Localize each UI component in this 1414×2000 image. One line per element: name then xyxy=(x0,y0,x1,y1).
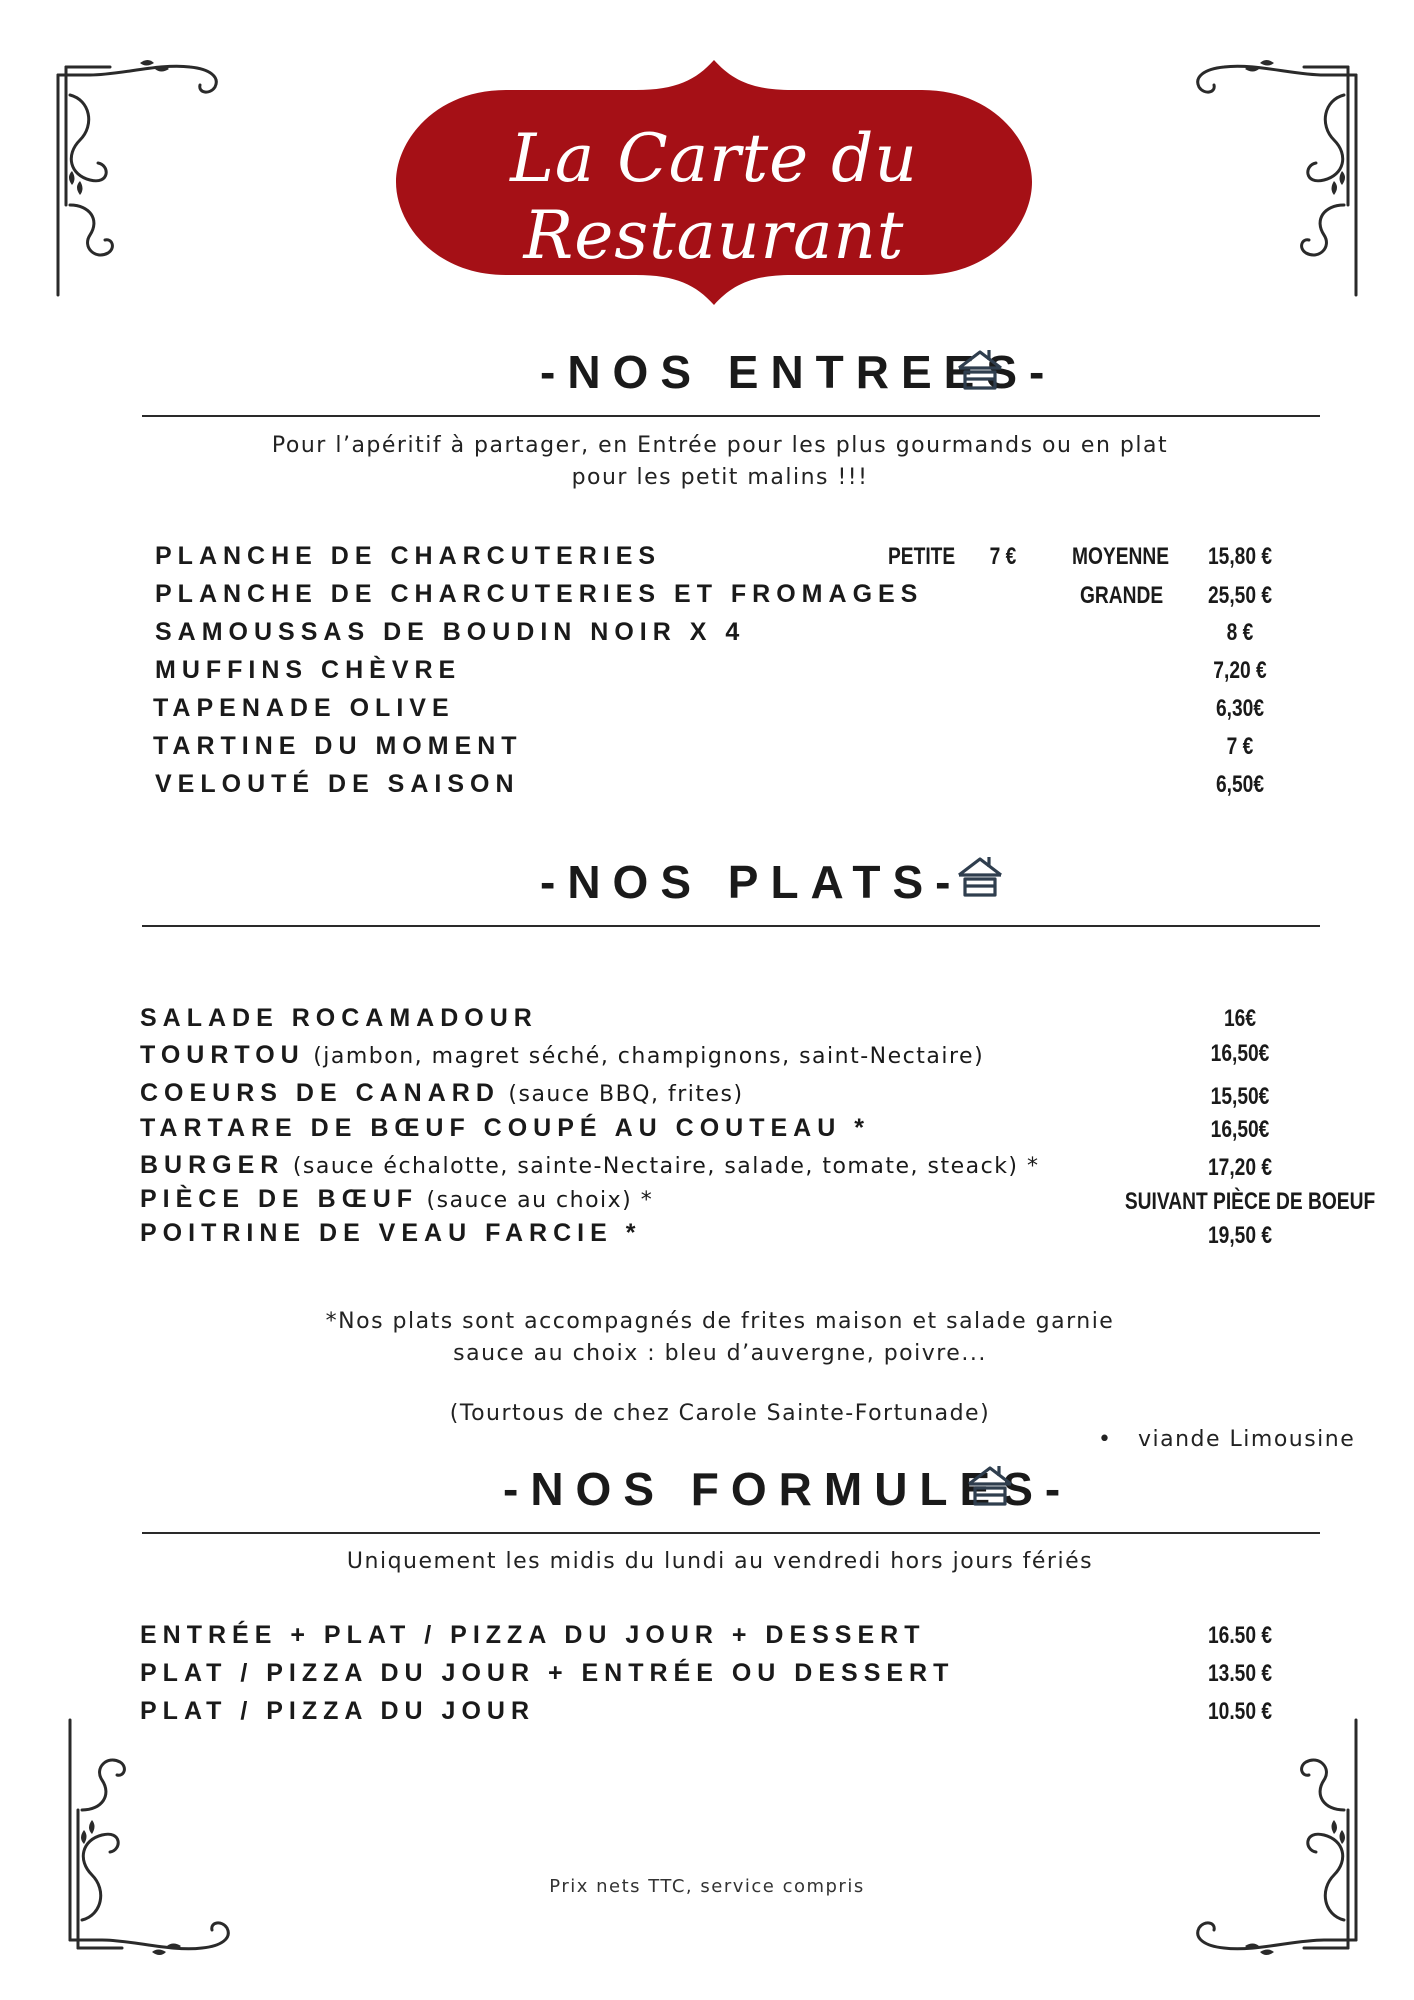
item-price: 25,50 € xyxy=(1207,582,1273,609)
ornament-top-left xyxy=(50,55,230,305)
divider-formules xyxy=(142,1532,1320,1534)
item-price: 15,50€ xyxy=(1210,1083,1270,1110)
menu-item: PLAT / PIZZA DU JOUR xyxy=(140,1697,535,1725)
footer-note: Prix nets TTC, service compris xyxy=(549,1876,865,1897)
item-price: 17,20 € xyxy=(1207,1154,1273,1181)
plats-note: *Nos plats sont accompagnés de frites maison et salade garnie sauce au choix : bleu d’auvergne, poivre... xyxy=(325,1309,1115,1366)
menu-item: TARTINE DU MOMENT xyxy=(153,732,523,760)
item-price: 6,30€ xyxy=(1215,695,1265,722)
item-price: 13.50 € xyxy=(1207,1660,1273,1687)
item-price: SUIVANT PIÈCE DE BOEUF xyxy=(1124,1188,1376,1215)
menu-item: TAPENADE OLIVE xyxy=(153,694,455,722)
item-price: 16€ xyxy=(1223,1005,1257,1032)
house-icon xyxy=(955,853,1005,899)
ornament-bottom-right xyxy=(1184,1710,1364,1960)
house-icon xyxy=(965,1462,1015,1508)
divider-plats xyxy=(142,925,1320,927)
bullet-item: • viande Limousine xyxy=(1098,1427,1356,1452)
section-title-plats: -NOS PLATS- xyxy=(540,856,963,908)
item-price: 15,80 € xyxy=(1207,543,1273,570)
item-price: 7 € xyxy=(989,543,1017,570)
item-price: 16.50 € xyxy=(1207,1622,1273,1649)
entrees-intro: Pour l’apéritif à partager, en Entrée pour les plus gourmands ou en plat pour les petit malins !!! xyxy=(271,433,1169,490)
plats-origin: (Tourtous de chez Carole Sainte-Fortunade) xyxy=(449,1401,991,1426)
item-price: 6,50€ xyxy=(1215,771,1265,798)
item-price: 16,50€ xyxy=(1210,1116,1270,1143)
divider-entrees xyxy=(142,415,1320,417)
section-title-formules: -NOS FORMULES- xyxy=(503,1463,1073,1515)
menu-item: TARTARE DE BŒUF COUPÉ AU COUTEAU * xyxy=(140,1114,870,1142)
menu-item: SALADE ROCAMADOUR xyxy=(140,1004,538,1032)
menu-item: TOURTOU (jambon, magret séché, champignons, saint-Nectaire) xyxy=(140,1041,985,1069)
item-price: 10.50 € xyxy=(1207,1698,1273,1725)
menu-item: MUFFINS CHÈVRE xyxy=(155,656,462,684)
size-label: PETITE xyxy=(888,543,956,570)
page-title: La Carte du Restaurant xyxy=(510,120,918,274)
menu-item: PLANCHE DE CHARCUTERIES xyxy=(155,542,662,570)
size-label: GRANDE xyxy=(1080,582,1164,609)
ornament-bottom-left xyxy=(62,1710,242,1960)
menu-item: BURGER (sauce échalotte, sainte-Nectaire, salade, tomate, steack) * xyxy=(140,1151,1040,1179)
section-title-entrees: -NOS ENTREES- xyxy=(540,346,1057,398)
item-price: 7 € xyxy=(1226,733,1254,760)
item-price: 8 € xyxy=(1226,619,1254,646)
item-price: 19,50 € xyxy=(1207,1222,1273,1249)
menu-item: PLANCHE DE CHARCUTERIES ET FROMAGES xyxy=(155,580,924,608)
size-label: MOYENNE xyxy=(1072,543,1170,570)
menu-item: SAMOUSSAS DE BOUDIN NOIR X 4 xyxy=(155,618,746,646)
item-price: 16,50€ xyxy=(1210,1040,1270,1067)
item-price: 7,20 € xyxy=(1213,657,1267,684)
house-icon xyxy=(955,346,1005,392)
menu-item: VELOUTÉ DE SAISON xyxy=(155,770,520,798)
menu-item: POITRINE DE VEAU FARCIE * xyxy=(140,1219,642,1247)
ornament-top-right xyxy=(1184,55,1364,305)
formules-intro: Uniquement les midis du lundi au vendredi hors jours fériés xyxy=(346,1549,1094,1574)
menu-item: ENTRÉE + PLAT / PIZZA DU JOUR + DESSERT xyxy=(140,1621,926,1649)
menu-item: COEURS DE CANARD (sauce BBQ, frites) xyxy=(140,1079,744,1107)
menu-item: PIÈCE DE BŒUF (sauce au choix) * xyxy=(140,1185,654,1213)
menu-item: PLAT / PIZZA DU JOUR + ENTRÉE OU DESSERT xyxy=(140,1659,955,1687)
